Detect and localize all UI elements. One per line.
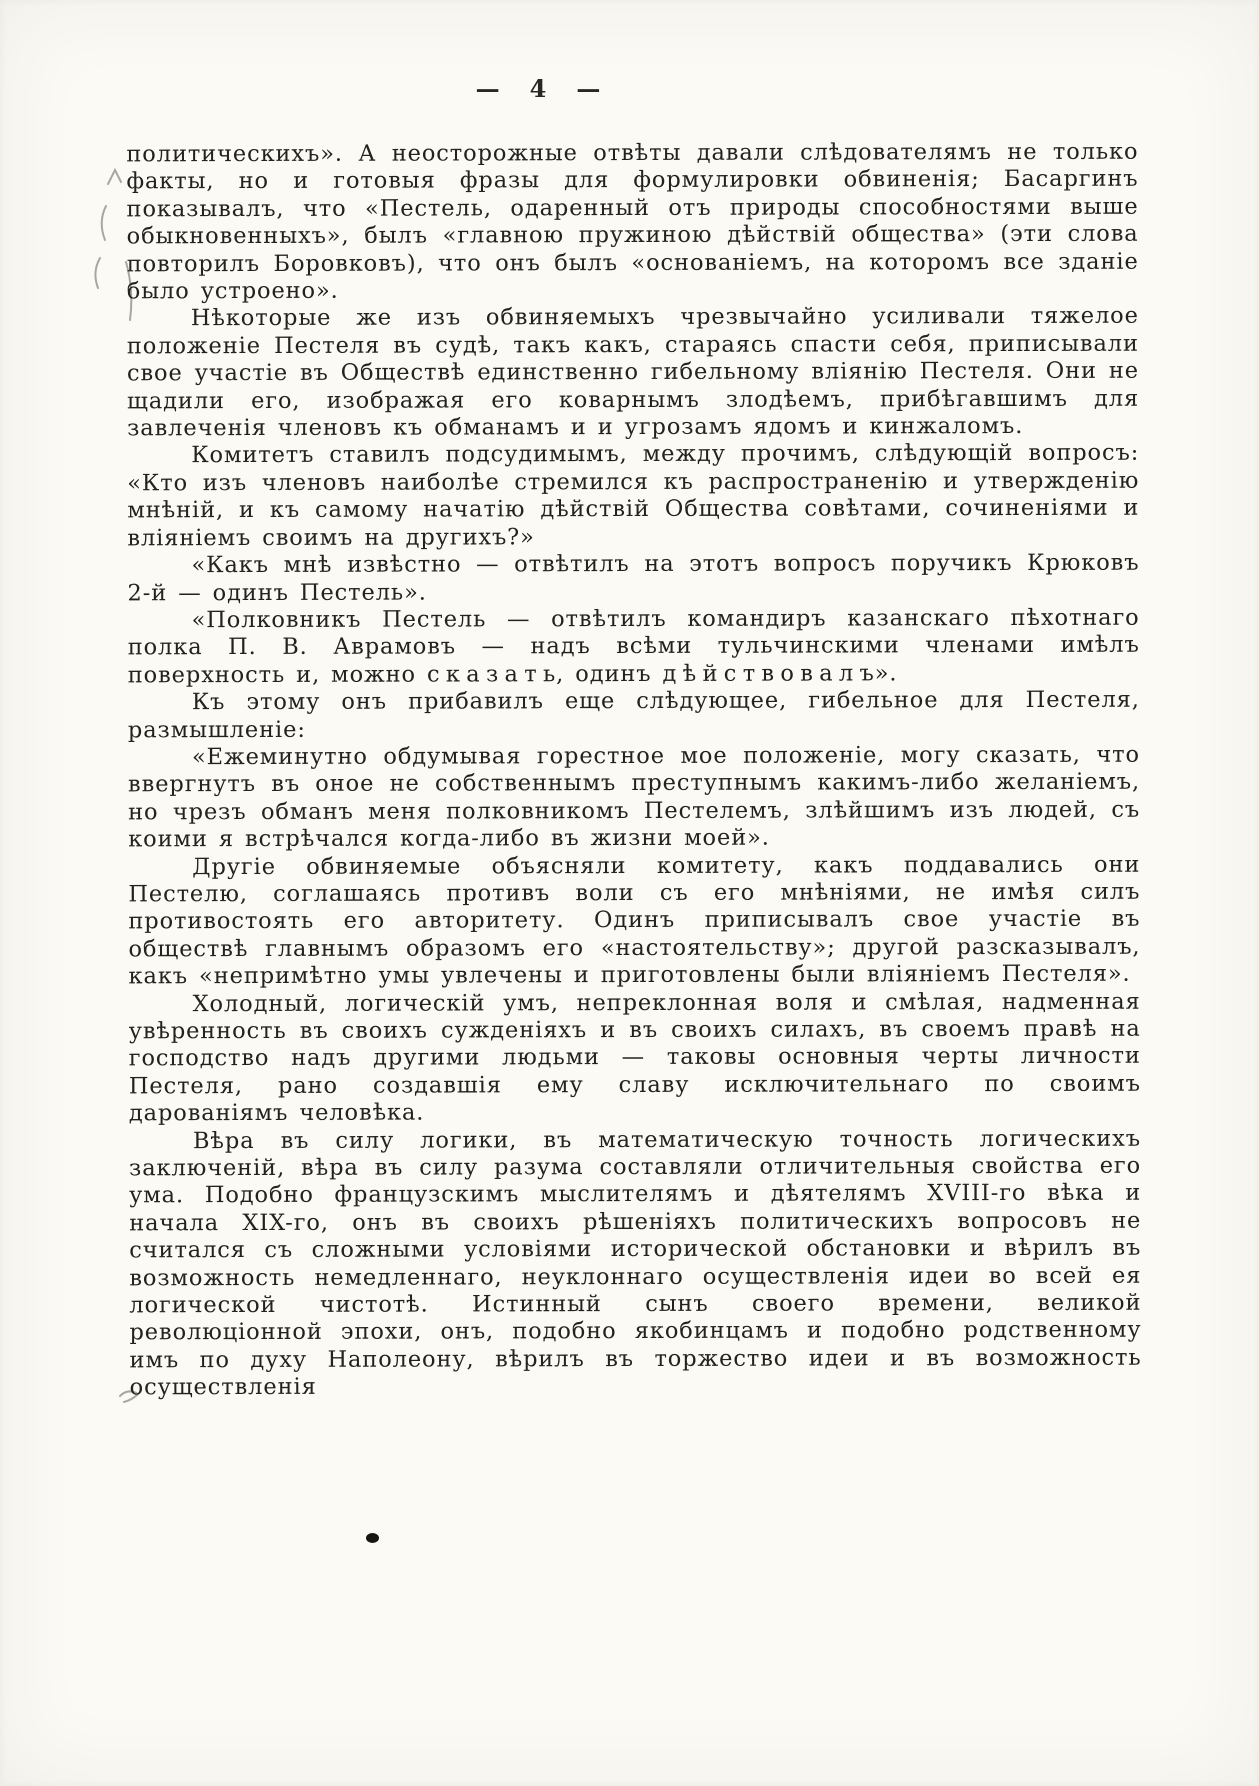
paragraph-6: Къ этому онъ прибавилъ еще слѣдующее, гибельное для Пестеля, размышленіе:	[127, 686, 1140, 743]
ornament-dot	[366, 1533, 379, 1543]
pencil-paren-mark-1	[102, 206, 106, 240]
paragraph-3: Комитетъ ставилъ подсудимымъ, между прочимъ, слѣдующій вопросъ: «Кто изъ членовъ наиболѣе стремился къ распространенію и утвержденію мнѣній, и къ самому начатію дѣйствій Общества совѣтами, сочиненіями и вліяніемъ своимъ на другихъ?»	[127, 440, 1140, 552]
page-number	[128, 74, 948, 103]
paragraph-10: Вѣра въ силу логики, въ математическую точность логическихъ заключеній, вѣра въ силу разума составляли отличительныя свойства его ума. Подобно французскимъ мыслителямъ и дѣятелямъ XVIII-го вѣка и начала XIX-го, онъ въ своихъ рѣшеніяхъ политическихъ вопросовъ не считался съ сложными условіями исторической обстановки и вѣрилъ въ возможность немедленнаго, неуклоннаго осуществленія идеи во всей ея логической чистотѣ. Истинный сынъ своего времени, великой революціонной эпохи, онъ, подобно якобинцамъ и подобно родственному имъ по духу Наполеону, вѣрилъ въ торжество идеи и въ возможность осуществленія	[129, 1125, 1142, 1401]
page-number-value: 4	[529, 74, 547, 103]
page-number-dash-left: —	[475, 74, 500, 103]
paragraph-5: «Полковникъ Пестель — отвѣтилъ командиръ казанскаго пѣхотнаго полка П. В. Аврамовъ — надъ всѣми тульчинскими членами имѣлъ поверхность и, можно с к а з а т ь, одинъ д ѣ й с т в о в а л ъ».	[127, 604, 1140, 689]
pencil-caret-mark	[108, 170, 121, 184]
paragraph-9: Холодный, логическій умъ, непреклонная воля и смѣлая, надменная увѣренность въ своихъ сужденіяхъ и въ своихъ силахъ, въ своемъ правѣ на господство надъ другими людьми — таковы основныя черты личности Пестеля, рано создавшія ему славу исключительнаго по своимъ дарованіямъ человѣка.	[128, 988, 1141, 1127]
paragraph-7: «Ежеминутно обдумывая горестное мое положеніе, могу сказать, что ввергнутъ въ оное не собственнымъ преступнымъ какимъ-либо желаніемъ, но чрезъ обманъ меня полковникомъ Пестелемъ, злѣйшимъ изъ людей, съ коими я встрѣчался когда-либо въ жизни моей».	[128, 741, 1141, 853]
page-number-dash-right: —	[576, 74, 601, 103]
pencil-paren-mark-2	[95, 258, 100, 288]
text-block	[126, 139, 1141, 1402]
paragraph-1: политическихъ». А неосторожные отвѣты давали слѣдователямъ не только факты, но и готовыя фразы для формулировки обвиненія; Басаргинъ показывалъ, что «Пестель, одаренный отъ природы способностями выше обыкновенныхъ», былъ «главною пружиною дѣйствій общества» (эти слова повторилъ Боровковъ), что онъ былъ «основаніемъ, на которомъ все зданіе было устроено».	[126, 138, 1139, 305]
paragraph-8: Другіе обвиняемые объясняли комитету, какъ поддавались они Пестелю, соглашаясь противъ воли съ его мнѣніями, не имѣя силъ противостоять его авторитету. Одинъ приписывалъ свое участіе въ обществѣ главнымъ образомъ его «настоятельству»; другой разсказывалъ, какъ «непримѣтно умы увлечены и приготовлены были вліяніемъ Пестеля».	[128, 851, 1141, 990]
paragraph-4: «Какъ мнѣ извѣстно — отвѣтилъ на этотъ вопросъ поручикъ Крюковъ 2-й — одинъ Пестель».	[127, 549, 1140, 606]
paragraph-2: Нѣкоторые же изъ обвиняемыхъ чрезвычайно усиливали тяжелое положеніе Пестеля въ судѣ, такъ какъ, стараясь спасти себя, приписывали свое участіе въ Обществѣ единственно гибельному вліянію Пестеля. Они не щадили его, изображая его коварнымъ злодѣемъ, прибѣгавшимъ для завлеченія членовъ къ обманамъ и и угрозамъ ядомъ и кинжаломъ.	[126, 303, 1140, 442]
